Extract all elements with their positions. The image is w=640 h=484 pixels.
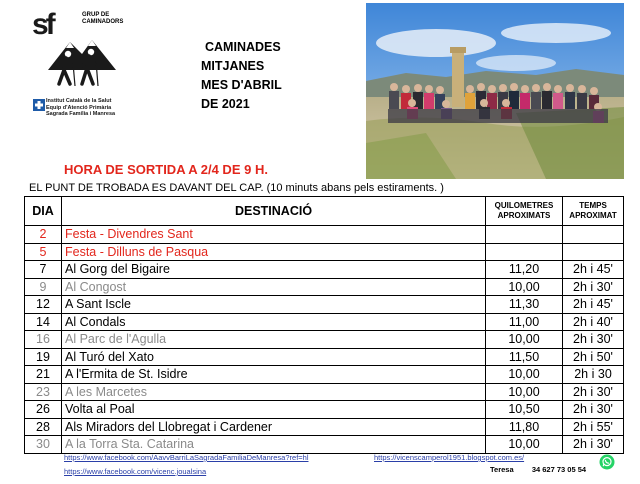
logo-group-line2: CAMINADORS — [82, 19, 124, 25]
departure-time-heading: HORA DE SORTIDA A 2/4 DE 9 H. — [64, 162, 268, 177]
group-photo — [366, 3, 624, 179]
logo-group-text — [82, 12, 123, 26]
row-destination: Festa - Divendres Sant — [62, 226, 486, 244]
row-km: 11,00 — [486, 313, 563, 331]
title-line-1: CAMINADES — [205, 40, 281, 54]
table-body — [25, 226, 624, 454]
row-km: 10,00 — [486, 383, 563, 401]
row-day: 2 — [25, 226, 62, 244]
row-destination: Al Gorg del Bigaire — [62, 261, 486, 279]
row-destination: Volta al Poal — [62, 401, 486, 419]
whatsapp-icon-graphic — [599, 454, 615, 470]
table-header-row — [25, 197, 624, 226]
row-day: 26 — [25, 401, 62, 419]
row-time: 2h i 45' — [563, 296, 624, 314]
title-line-3: MES D'ABRIL — [201, 78, 282, 92]
row-time: 2h i 30' — [563, 278, 624, 296]
row-day: 16 — [25, 331, 62, 349]
header-temps — [563, 197, 624, 226]
contact-phone: 34 627 73 05 54 — [531, 465, 587, 474]
header-temps-line2: APROXIMAT — [569, 211, 617, 220]
row-km: 10,00 — [486, 366, 563, 384]
meeting-point-text: EL PUNT DE TROBADA ES DAVANT DEL CAP. (10 minuts abans pels estiraments. ) — [29, 182, 444, 194]
logo-brand-text: sf — [32, 8, 53, 41]
table-row — [25, 226, 624, 244]
row-destination: A l'Ermita de St. Isidre — [62, 366, 486, 384]
row-km: 11,30 — [486, 296, 563, 314]
logo-inst-line1: Institut Català de la Salut — [46, 98, 112, 104]
logo-inst-line2: Equip d'Atenció Primària — [46, 104, 112, 111]
table-row — [25, 348, 624, 366]
facebook-association-link[interactable]: https://www.facebook.com/AavvBarriLaSagradaFamiliaDeManresa?ref=hl — [64, 453, 309, 462]
title-line-4: DE 2021 — [201, 97, 250, 111]
contact-info — [490, 465, 586, 474]
row-km — [486, 243, 563, 261]
row-time: 2h i 45' — [563, 261, 624, 279]
table-row — [25, 436, 624, 454]
row-time: 2h i 30' — [563, 383, 624, 401]
row-destination: Festa - Dilluns de Pasqua — [62, 243, 486, 261]
row-time — [563, 226, 624, 244]
table-row — [25, 366, 624, 384]
row-km: 11,20 — [486, 261, 563, 279]
row-km: 11,80 — [486, 418, 563, 436]
row-destination: A les Marcetes — [62, 383, 486, 401]
logo-group-line1: GRUP DE — [82, 12, 110, 18]
row-destination: Als Miradors del Llobregat i Cardener — [62, 418, 486, 436]
logo-inst-line3: Sagrada Família i Manresa — [46, 111, 116, 117]
row-km — [486, 226, 563, 244]
table-row — [25, 278, 624, 296]
row-destination: Al Congost — [62, 278, 486, 296]
row-destination: Al Parc de l'Agulla — [62, 331, 486, 349]
row-day: 7 — [25, 261, 62, 279]
header-temps-line1: TEMPS — [579, 201, 607, 210]
row-day: 28 — [25, 418, 62, 436]
table-row — [25, 331, 624, 349]
title-line-2: MITJANES — [201, 59, 265, 73]
row-time: 2h i 55' — [563, 418, 624, 436]
row-time: 2h i 30' — [563, 436, 624, 454]
header-km — [486, 197, 563, 226]
row-time: 2h i 40' — [563, 313, 624, 331]
row-day: 21 — [25, 366, 62, 384]
row-km: 10,00 — [486, 436, 563, 454]
table-row — [25, 313, 624, 331]
blog-link[interactable]: https://vicenscamperol1951.blogspot.com.es/ — [374, 453, 525, 462]
table-row — [25, 261, 624, 279]
row-km: 10,50 — [486, 401, 563, 419]
header-destinacio: DESTINACIÓ — [62, 197, 486, 226]
contact-name: Teresa — [490, 465, 514, 474]
row-km: 10,00 — [486, 331, 563, 349]
walks-table — [24, 196, 624, 454]
row-km: 11,50 — [486, 348, 563, 366]
row-day: 30 — [25, 436, 62, 454]
row-time: 2h i 30' — [563, 331, 624, 349]
row-time: 2h i 30' — [563, 401, 624, 419]
row-day: 9 — [25, 278, 62, 296]
row-day: 12 — [25, 296, 62, 314]
row-day: 14 — [25, 313, 62, 331]
row-destination: A la Torra Sta. Catarina — [62, 436, 486, 454]
table-row — [25, 243, 624, 261]
header-dia: DIA — [25, 197, 62, 226]
table-row — [25, 401, 624, 419]
table-row — [25, 418, 624, 436]
row-day: 23 — [25, 383, 62, 401]
header-km-line2: APROXIMATS — [497, 211, 551, 220]
row-day: 5 — [25, 243, 62, 261]
row-day: 19 — [25, 348, 62, 366]
table-row — [25, 296, 624, 314]
row-destination: Al Turó del Xato — [62, 348, 486, 366]
facebook-vicenc-link[interactable]: https://www.facebook.com/vicenc.joualsina — [64, 467, 207, 476]
row-destination: Al Condals — [62, 313, 486, 331]
row-time: 2h i 30 — [563, 366, 624, 384]
row-time — [563, 243, 624, 261]
whatsapp-icon[interactable] — [599, 454, 615, 470]
row-km: 10,00 — [486, 278, 563, 296]
logo-institution-text — [46, 98, 115, 118]
row-destination: A Sant Iscle — [62, 296, 486, 314]
row-time: 2h i 50' — [563, 348, 624, 366]
table-row — [25, 383, 624, 401]
header-km-line1: QUILOMETRES — [494, 201, 554, 210]
group-photo-image — [366, 3, 624, 179]
